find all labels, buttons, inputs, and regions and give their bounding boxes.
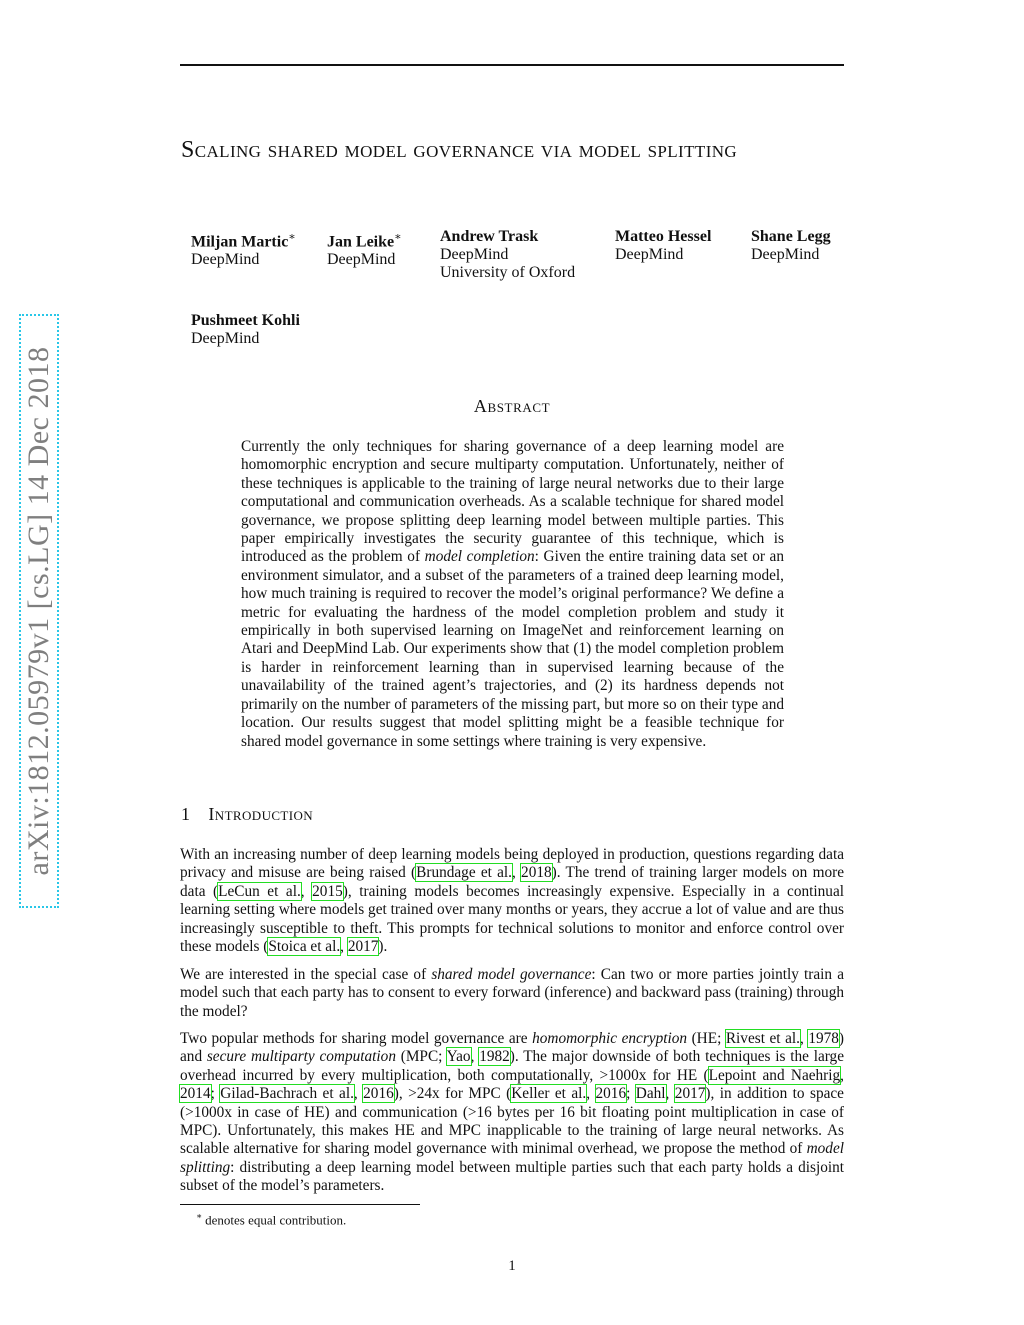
footnote-rule — [180, 1204, 420, 1205]
emphasis: model completion — [424, 548, 535, 566]
author-affiliation: DeepMind — [440, 246, 509, 263]
author-equal-mark: ∗ — [288, 231, 296, 243]
emphasis: homomorphic encryption — [532, 1030, 688, 1047]
page-number: 1 — [508, 1258, 516, 1274]
citation-link[interactable]: Gilad-Bachrach et al. — [220, 1085, 354, 1103]
citation-link[interactable]: Brundage et al. — [416, 864, 512, 882]
abstract-text: Currently the only techniques for sharing governance of a deep learning model are homomorphic encryption and secure multiparty computation. Unfortunately, neither of these techniques is applicable to the training of large neural networks due to their large computational and communication overheads. As a scalable technique for shared model governance, we propose splitting deep learning model between multiple parties. This paper empirically investigates the security guarantee of this technique, which is introduced as the problem of model completion: Given the entire training data set or an environment simulator, and a subset of the parameters of a trained deep learning model, how much training is required to recover the model’s original performance? We define a metric for evaluating the hardness of the model completion problem and study it empirically in both supervised learning on ImageNet and reinforcement learning on Atari and DeepMind Lab. Our experiments show that (1) the model completion problem is harder in reinforcement learning than in supervised learning because of the unavailability of the trained agent’s trajectories, and (2) its hardness depends not primarily on the number of parameters of the missing part, but more so on their type and location. Our results suggest that model splitting might be a feasible technique for shared model governance in some settings where training is very expensive. — [241, 438, 784, 750]
author-affiliation: DeepMind — [191, 330, 260, 347]
intro-paragraph-1: With an increasing number of deep learning models being deployed in production, questions regarding data privacy and misuse are being raised (Brundage et al., 2018). The trend of training larger models on more data (LeCun et al., 2015), training models becomes increasingly expensive. Especially in a continual learning setting where models get trained over many months or years, they accrue a lot of value and are thus increasingly susceptible to theft. This prompts for technical solutions to monitor and enforce control over these models (Stoica et al., 2017). — [180, 846, 844, 956]
citation-link[interactable]: 1978 — [808, 1030, 839, 1047]
author-block — [191, 228, 296, 269]
footnote — [196, 1209, 346, 1227]
author-equal-mark: ∗ — [394, 231, 402, 243]
arxiv-stamp-text: arXiv:1812.05979v1 [cs.LG] 14 Dec 2018 — [22, 346, 55, 876]
emphasis: secure multiparty computation — [206, 1048, 396, 1066]
section-title: Introduction — [208, 804, 314, 824]
citation-link[interactable]: 2016 — [363, 1085, 394, 1103]
emphasis: shared model governance — [431, 966, 592, 983]
author-affiliation: DeepMind — [327, 251, 396, 269]
citation-link[interactable]: LeCun et al. — [218, 882, 301, 900]
author-name: Shane Legg — [751, 228, 831, 245]
abstract-heading: Abstract — [473, 396, 551, 416]
author-name: Miljan Martic — [191, 233, 289, 251]
citation-link[interactable]: 2018 — [521, 864, 552, 882]
author-name: Andrew Trask — [440, 228, 539, 245]
author-affiliation: DeepMind — [191, 251, 260, 269]
author-affiliation: DeepMind — [751, 246, 820, 263]
footnote-mark: ∗ — [196, 1211, 203, 1221]
intro-paragraph-2: We are interested in the special case of shared model governance: Can two or more parties jointly train a model such that each party has to consent to every forward (inference) and backward pass (training) through the model? — [180, 966, 844, 1020]
citation-link[interactable]: 2017 — [347, 938, 379, 956]
citation-link[interactable]: 2015 — [312, 882, 343, 900]
author-block — [191, 312, 300, 348]
section-number: 1 — [181, 804, 191, 824]
emphasis: model splitting — [180, 1140, 844, 1176]
author-block — [751, 228, 831, 264]
citation-link[interactable]: Rivest et al. — [725, 1030, 800, 1047]
author-affiliation-2: University of Oxford — [440, 264, 576, 281]
citation-link[interactable]: 1982 — [479, 1048, 510, 1066]
author-block — [327, 228, 402, 269]
intro-paragraph-3: Two popular methods for sharing model governance are homomorphic encryption (HE; Rivest et al., 1978) and secure multiparty computation (MPC; Yao, 1982). The major downside of both techniques is the large overhead incurred by every multiplication, both computationally, >1000x for HE (Lepoint and Naehrig, 2014; Gilad-Bachrach et al., 2016), >24x for MPC (Keller et al., 2016; Dahl, 2017), in addition to space (>1000x in case of HE) and communication (>16 bytes per 16 bit floating point multiplication in case of MPC). Unfortunately, this makes HE and MPC inapplicable to the training of large neural networks. As scalable alternative for sharing model governance with minimal overhead, we propose the method of model splitting: distributing a deep learning model between multiple parties such that each party holds a disjoint subset of the model’s parameters. — [180, 1030, 845, 1195]
author-affiliation: DeepMind — [615, 246, 684, 263]
author-name: Matteo Hessel — [615, 228, 712, 245]
footnote-text: denotes equal contribution. — [205, 1212, 347, 1228]
paper-title: Scaling shared model governance via model splitting — [181, 137, 738, 163]
citation-link[interactable]: Lepoint and Naehrig — [708, 1066, 841, 1084]
citation-link[interactable]: Keller et al. — [511, 1085, 587, 1103]
citation-link[interactable]: 2016 — [595, 1085, 627, 1103]
section-heading — [181, 804, 313, 825]
author-block — [440, 228, 575, 282]
author-name: Pushmeet Kohli — [191, 312, 300, 329]
author-name: Jan Leike — [327, 233, 395, 251]
citation-link[interactable]: Dahl — [635, 1085, 666, 1103]
top-rule — [180, 64, 844, 66]
citation-link[interactable]: Yao — [446, 1048, 471, 1066]
citation-link[interactable]: 2017 — [674, 1085, 706, 1103]
author-block — [615, 228, 711, 264]
citation-link[interactable]: 2014 — [180, 1085, 211, 1103]
citation-link[interactable]: Stoica et al. — [268, 938, 341, 956]
